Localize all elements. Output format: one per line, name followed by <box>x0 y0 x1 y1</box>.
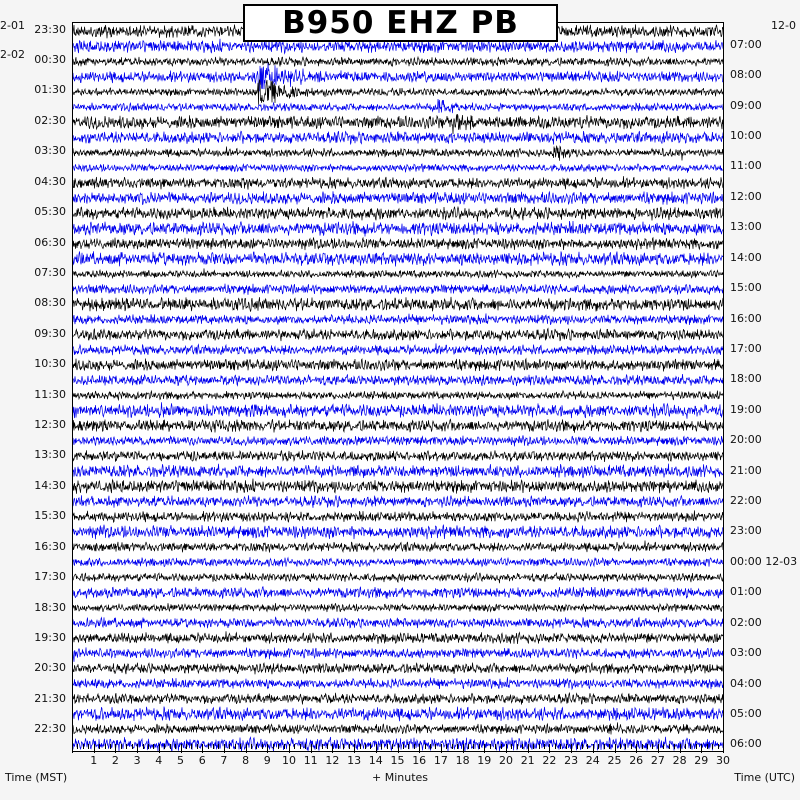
x-tick-minor <box>251 744 252 749</box>
x-tick-minor <box>360 744 361 749</box>
x-tick-minor <box>468 744 469 749</box>
seismogram-trace <box>73 99 723 113</box>
x-tick-label: 16 <box>412 754 427 767</box>
x-tick-minor <box>696 744 697 749</box>
x-tick-minor <box>566 744 567 749</box>
x-tick-minor <box>316 744 317 749</box>
x-tick-minor <box>175 744 176 749</box>
seismogram-trace <box>73 631 723 644</box>
x-tick-label: 29 <box>694 754 709 767</box>
x-tick-minor <box>208 744 209 749</box>
x-tick-minor <box>213 744 214 749</box>
x-tick-minor <box>631 744 632 749</box>
x-tick-major <box>484 744 485 753</box>
y-tick-label-utc: 09:00 <box>730 98 762 112</box>
x-tick-minor <box>148 744 149 749</box>
x-tick-label: 9 <box>263 754 271 767</box>
x-tick-minor <box>473 744 474 749</box>
x-tick-label: 28 <box>672 754 687 767</box>
x-tick-minor <box>143 744 144 749</box>
x-tick-label: 3 <box>133 754 141 767</box>
seismogram-trace <box>73 146 723 161</box>
x-tick-minor <box>99 744 100 749</box>
x-tick-major <box>419 744 420 753</box>
x-tick-minor <box>555 744 556 749</box>
x-tick-minor <box>77 744 78 749</box>
x-tick-label: 5 <box>177 754 184 767</box>
seismogram-trace <box>73 450 723 462</box>
seismogram-trace <box>73 663 723 675</box>
x-tick-minor <box>647 744 648 749</box>
x-tick-major <box>398 744 399 753</box>
x-tick-minor <box>718 744 719 749</box>
x-tick-minor <box>262 744 263 749</box>
seismogram-trace <box>73 573 723 584</box>
seismogram-trace <box>73 63 723 91</box>
seismogram-trace <box>73 464 723 478</box>
x-tick-label: 2 <box>111 754 119 767</box>
y-tick-label-mst: 09:30 <box>34 326 66 340</box>
y-tick-label-utc: 06:00 <box>730 737 762 751</box>
y-tick-label-mst: 00:30 <box>34 53 66 67</box>
x-axis-ticks-bottom <box>72 744 724 753</box>
x-tick-major <box>571 744 572 753</box>
x-tick-major <box>441 744 442 753</box>
x-tick-minor <box>501 744 502 749</box>
x-tick-minor <box>278 744 279 749</box>
y-tick-label-mst: 18:30 <box>34 600 66 614</box>
x-tick-minor <box>235 744 236 749</box>
seismogram-trace <box>73 131 723 144</box>
seismogram-trace <box>73 541 723 553</box>
y-tick-label-mst: 04:30 <box>34 174 66 188</box>
y-tick-label-utc: 23:00 <box>730 524 762 538</box>
x-tick-minor <box>110 744 111 749</box>
x-tick-minor <box>387 744 388 749</box>
x-tick-label: 27 <box>650 754 665 767</box>
x-tick-minor <box>642 744 643 749</box>
x-tick-minor <box>370 744 371 749</box>
x-tick-minor <box>170 744 171 749</box>
seismogram-trace <box>73 435 723 446</box>
x-tick-minor <box>560 744 561 749</box>
y-tick-label-mst: 13:30 <box>34 448 66 462</box>
x-tick-label: 7 <box>220 754 228 767</box>
seismogram-trace <box>73 525 723 540</box>
x-tick-major <box>137 744 138 753</box>
x-tick-minor <box>652 744 653 749</box>
seismogram-trace <box>73 617 723 628</box>
seismogram-trace <box>73 374 723 386</box>
x-tick-major <box>723 744 724 753</box>
x-tick-label: 17 <box>433 754 448 767</box>
y-tick-label-mst: 11:30 <box>34 387 66 401</box>
x-tick-minor <box>544 744 545 749</box>
x-tick-label: 14 <box>368 754 383 767</box>
x-tick-major <box>202 744 203 753</box>
seismogram-trace <box>73 191 723 204</box>
y-tick-label-mst: 22:30 <box>34 722 66 736</box>
seismogram-traces <box>73 23 723 751</box>
corner-label-top-right: 12-0 <box>771 19 796 32</box>
x-tick-minor <box>240 744 241 749</box>
x-tick-minor <box>83 744 84 749</box>
x-tick-label: 30 <box>716 754 730 767</box>
y-tick-label-utc: 00:00 12-03 <box>730 554 798 568</box>
x-axis-title: + Minutes <box>371 771 428 784</box>
y-tick-label-utc: 11:00 <box>730 159 762 173</box>
seismogram-trace <box>73 707 723 722</box>
x-tick-label: 25 <box>607 754 622 767</box>
x-tick-minor <box>349 744 350 749</box>
x-tick-minor <box>522 744 523 749</box>
y-tick-label-utc: 13:00 <box>730 220 762 234</box>
x-tick-minor <box>620 744 621 749</box>
x-tick-minor <box>343 744 344 749</box>
seismogram-trace <box>73 557 723 567</box>
x-tick-minor <box>229 744 230 749</box>
x-tick-minor <box>273 744 274 749</box>
x-tick-minor <box>707 744 708 749</box>
x-tick-minor <box>511 744 512 749</box>
y-tick-label-utc: 12:00 <box>730 189 762 203</box>
y-tick-label-mst: 19:30 <box>34 630 66 644</box>
x-tick-major <box>72 744 73 753</box>
seismogram-trace <box>73 402 723 419</box>
seismogram-trace <box>73 237 723 250</box>
x-tick-minor <box>392 744 393 749</box>
x-tick-label: 6 <box>198 754 206 767</box>
x-tick-label: 20 <box>499 754 513 767</box>
x-tick-minor <box>446 744 447 749</box>
x-tick-major <box>311 744 312 753</box>
y-tick-label-mst: 07:30 <box>34 265 66 279</box>
x-tick-minor <box>88 744 89 749</box>
x-tick-major <box>593 744 594 753</box>
x-tick-minor <box>305 744 306 749</box>
x-tick-minor <box>539 744 540 749</box>
chart-title-box <box>243 4 558 42</box>
seismogram-trace <box>73 329 723 342</box>
x-tick-minor <box>490 744 491 749</box>
x-tick-minor <box>197 744 198 749</box>
seismogram-trace <box>73 164 723 173</box>
x-tick-minor <box>712 744 713 749</box>
y-tick-label-mst: 17:30 <box>34 570 66 584</box>
seismogram-trace <box>73 358 723 371</box>
y-tick-label-mst: 06:30 <box>34 235 66 249</box>
x-tick-label: 15 <box>390 754 405 767</box>
x-tick-major <box>224 744 225 753</box>
x-tick-minor <box>126 744 127 749</box>
x-tick-major <box>376 744 377 753</box>
x-tick-minor <box>587 744 588 749</box>
x-tick-minor <box>625 744 626 749</box>
x-tick-minor <box>479 744 480 749</box>
x-tick-minor <box>577 744 578 749</box>
x-tick-minor <box>294 744 295 749</box>
x-tick-minor <box>533 744 534 749</box>
seismogram-trace <box>73 343 723 355</box>
x-tick-major <box>115 744 116 753</box>
x-tick-minor <box>164 744 165 749</box>
x-tick-minor <box>186 744 187 749</box>
y-tick-label-mst: 05:30 <box>34 205 66 219</box>
x-tick-major <box>267 744 268 753</box>
y-tick-label-utc: 15:00 <box>730 281 762 295</box>
x-tick-label: 24 <box>585 754 600 767</box>
y-tick-label-utc: 10:00 <box>730 129 762 143</box>
left-axis-title: Time (MST) <box>5 771 68 784</box>
x-tick-label: 13 <box>347 754 362 767</box>
right-axis-title: Time (UTC) <box>734 771 795 784</box>
y-tick-label-utc: 02:00 <box>730 615 762 629</box>
y-tick-label-utc: 03:00 <box>730 646 762 660</box>
y-tick-label-mst: 01:30 <box>34 83 66 97</box>
x-tick-minor <box>517 744 518 749</box>
y-tick-label-mst: 12:30 <box>34 418 66 432</box>
x-tick-major <box>463 744 464 753</box>
y-tick-label-mst: 08:30 <box>34 296 66 310</box>
x-tick-major <box>332 744 333 753</box>
x-tick-minor <box>121 744 122 749</box>
x-tick-major <box>701 744 702 753</box>
x-tick-major <box>246 744 247 753</box>
seismogram-trace <box>73 207 723 222</box>
x-tick-minor <box>381 744 382 749</box>
x-tick-major <box>354 744 355 753</box>
x-tick-minor <box>604 744 605 749</box>
x-tick-label: 22 <box>542 754 557 767</box>
y-tick-label-mst: 20:30 <box>34 661 66 675</box>
x-tick-minor <box>256 744 257 749</box>
y-tick-label-utc: 04:00 <box>730 676 762 690</box>
seismogram-trace <box>73 284 723 295</box>
x-tick-major <box>181 744 182 753</box>
x-tick-minor <box>435 744 436 749</box>
y-tick-label-utc: 19:00 <box>730 402 762 416</box>
x-tick-label: 4 <box>155 754 163 767</box>
seismogram-trace <box>73 647 723 662</box>
y-tick-label-mst: 21:30 <box>34 691 66 705</box>
x-tick-minor <box>414 744 415 749</box>
seismogram-trace <box>73 510 723 522</box>
y-tick-label-mst: 16:30 <box>34 539 66 553</box>
x-tick-minor <box>598 744 599 749</box>
y-tick-label-mst: 14:30 <box>34 478 66 492</box>
x-tick-minor <box>674 744 675 749</box>
corner-label-top-left-1: 2-01 <box>0 19 25 32</box>
x-tick-minor <box>690 744 691 749</box>
seismogram-trace <box>73 693 723 705</box>
x-tick-label: 23 <box>564 754 579 767</box>
x-tick-label: 8 <box>242 754 250 767</box>
x-tick-label: 12 <box>325 754 340 767</box>
x-tick-minor <box>284 744 285 749</box>
y-tick-label-utc: 07:00 <box>730 37 762 51</box>
y-tick-label-utc: 16:00 <box>730 311 762 325</box>
x-tick-minor <box>403 744 404 749</box>
y-tick-label-mst: 10:30 <box>34 357 66 371</box>
x-tick-minor <box>452 744 453 749</box>
x-tick-minor <box>685 744 686 749</box>
y-tick-label-mst: 02:30 <box>34 113 66 127</box>
seismogram-trace <box>73 297 723 312</box>
x-tick-major <box>159 744 160 753</box>
x-tick-minor <box>132 744 133 749</box>
x-tick-minor <box>300 744 301 749</box>
seismogram-trace <box>73 419 723 433</box>
x-tick-label: 18 <box>455 754 470 767</box>
x-tick-minor <box>609 744 610 749</box>
corner-label-top-left-2: 2-02 <box>0 48 25 61</box>
y-tick-label-utc: 20:00 <box>730 433 762 447</box>
seismogram-trace <box>73 176 723 189</box>
x-tick-minor <box>408 744 409 749</box>
x-tick-minor <box>338 744 339 749</box>
seismogram-trace <box>73 80 723 105</box>
y-tick-label-mst: 03:30 <box>34 144 66 158</box>
y-tick-label-utc: 21:00 <box>730 463 762 477</box>
y-tick-label-utc: 18:00 <box>730 372 762 386</box>
seismogram-trace <box>73 268 723 278</box>
x-tick-minor <box>322 744 323 749</box>
y-tick-label-utc: 08:00 <box>730 68 762 82</box>
y-tick-label-utc: 17:00 <box>730 341 762 355</box>
x-tick-label: 1 <box>90 754 98 767</box>
y-tick-label-mst: 15:30 <box>34 509 66 523</box>
x-tick-minor <box>663 744 664 749</box>
x-tick-minor <box>669 744 670 749</box>
x-tick-minor <box>425 744 426 749</box>
seismogram-trace <box>73 479 723 494</box>
seismogram-plot-area <box>72 22 724 752</box>
x-tick-minor <box>430 744 431 749</box>
x-tick-minor <box>457 744 458 749</box>
y-tick-label-mst: 23:30 <box>34 22 66 36</box>
y-tick-label-utc: 22:00 <box>730 494 762 508</box>
x-tick-major <box>658 744 659 753</box>
y-tick-label-utc: 01:00 <box>730 585 762 599</box>
x-tick-minor <box>365 744 366 749</box>
x-tick-minor <box>191 744 192 749</box>
x-tick-major <box>636 744 637 753</box>
seismogram-trace <box>73 722 723 734</box>
seismogram-trace <box>73 57 723 67</box>
x-tick-minor <box>327 744 328 749</box>
x-tick-label: 19 <box>477 754 492 767</box>
x-tick-label: 21 <box>520 754 535 767</box>
seismogram-trace <box>73 391 723 400</box>
seismogram-trace <box>73 495 723 508</box>
x-tick-minor <box>105 744 106 749</box>
x-tick-major <box>289 744 290 753</box>
x-tick-minor <box>495 744 496 749</box>
page-title: B950 EHZ PB <box>282 5 519 41</box>
x-tick-label: 26 <box>629 754 644 767</box>
x-tick-major <box>94 744 95 753</box>
seismogram-trace <box>73 587 723 599</box>
x-tick-major <box>528 744 529 753</box>
x-tick-major <box>615 744 616 753</box>
seismogram-trace <box>73 313 723 325</box>
seismogram-trace <box>73 251 723 266</box>
y-tick-label-utc: 14:00 <box>730 250 762 264</box>
x-tick-major <box>549 744 550 753</box>
seismogram-trace <box>73 221 723 236</box>
x-tick-minor <box>582 744 583 749</box>
x-tick-label: 10 <box>282 754 296 767</box>
x-tick-minor <box>153 744 154 749</box>
y-tick-label-utc: 05:00 <box>730 706 762 720</box>
x-tick-major <box>506 744 507 753</box>
seismogram-trace <box>73 677 723 689</box>
x-tick-label: 11 <box>303 754 318 767</box>
x-tick-minor <box>218 744 219 749</box>
seismogram-trace <box>73 603 723 612</box>
x-tick-major <box>680 744 681 753</box>
